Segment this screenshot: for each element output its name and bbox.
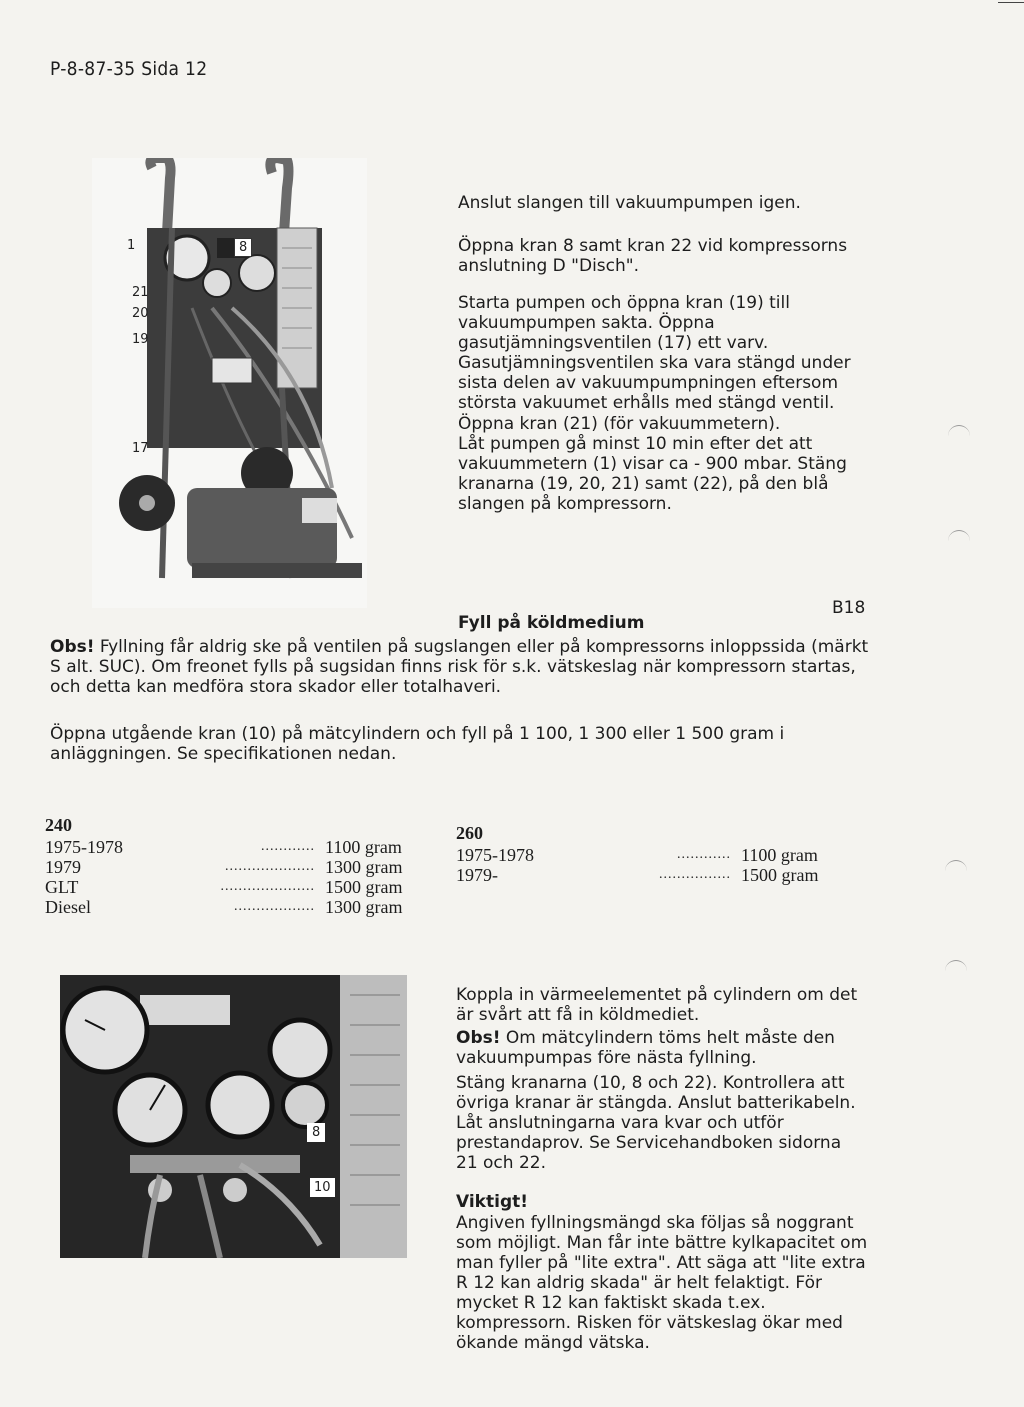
spec-240-row-label: 1975-1978 [45, 837, 123, 857]
close-valves-paragraph: Stäng kranarna (10, 8 och 22). Kontrollera att övriga kranar är stängda. Anslut batterikabeln. Låt anslutningarna vara kvar och utför prestandaprov. Se Servicehandboken sidorna 21 och 22. [456, 1073, 856, 1173]
page-id-header: P-8-87-35 Sida 12 [50, 58, 208, 80]
obs-cylinder-label: Obs! [456, 1028, 501, 1048]
spec-240-row-value: 1100 gram [325, 837, 402, 857]
top-edge-line [998, 2, 1024, 3]
obs-label: Obs! [50, 637, 95, 657]
edge-mark [948, 425, 970, 436]
obs-cylinder-text: Om mätcylindern töms helt måste den vakuumpumpas före nästa fyllning. [456, 1028, 835, 1068]
instruction-run-pump: Låt pumpen gå minst 10 min efter det att vakuummetern (1) visar ca - 900 mbar. Stäng kranarna (19, 20, 21) samt (22), på den blå slangen på kompressorn. [458, 434, 847, 514]
spec-240-row-value: 1300 gram [325, 897, 403, 917]
photo-charging-station-frame [92, 158, 367, 608]
callout-21: 21 [132, 285, 149, 300]
edge-mark [945, 960, 967, 971]
callout-20: 20 [132, 306, 149, 321]
edge-mark [948, 530, 970, 541]
spec-240-row-label: GLT [45, 877, 79, 897]
spec-260-row-label: 1979- [456, 865, 498, 885]
spec-240-table [45, 815, 425, 917]
instruction-open-valves: Öppna kran 8 samt kran 22 vid kompressorns anslutning D "Disch". [458, 236, 848, 276]
spec-240-row [45, 897, 425, 917]
spec-240-row-value: 1500 gram [325, 877, 403, 897]
spec-260-row-value: 1500 gram [741, 865, 819, 885]
open-valve-paragraph: Öppna utgående kran (10) på mätcylindern och fyll på 1 100, 1 300 eller 1 500 gram i anläggningen. Se specifikationen nedan. [50, 724, 785, 764]
callout-19: 19 [132, 332, 149, 347]
callout-10: 10 [310, 1178, 335, 1197]
callout-1: 1 [127, 238, 136, 253]
callout-8: 8 [307, 1123, 325, 1142]
spec-260-table [456, 823, 856, 885]
spec-240-model: 240 [45, 815, 72, 835]
spec-260-row-dots: ................ [659, 867, 731, 882]
spec-260-row-dots: ............ [677, 847, 731, 862]
spec-260-row [456, 865, 856, 885]
spec-240-row [45, 857, 425, 877]
spec-260-row-label: 1975-1978 [456, 845, 534, 865]
refrigerant-charging-station-photo [92, 158, 367, 608]
spec-240-row-dots: .................. [234, 899, 315, 914]
spec-240-row-dots: ..................... [220, 879, 315, 894]
instruction-start-pump: Starta pumpen och öppna kran (19) till vakuumpumpen sakta. Öppna gasutjämningsventilen (17) ett varv. Gasutjämningsventilen ska vara stängd under sista delen av vakuumpumpningen eftersom största vakuumet erhålls med stängd ventil. [458, 293, 851, 413]
spec-240-row-dots: ............ [261, 839, 315, 854]
instruction-connect-hose: Anslut slangen till vakuumpumpen igen. [458, 193, 801, 213]
spec-260-row-value: 1100 gram [741, 845, 818, 865]
obs-cylinder-paragraph [456, 1028, 868, 1068]
viktigt-paragraph: Angiven fyllningsmängd ska följas så noggrant som möjligt. Man får inte bättre kylkapacitet om man fyller på "lite extra". Att säga att "lite extra R 12 kan aldrig skada" är helt felaktigt. För mycket R 12 kan faktiskt skada t.ex. kompressorn. Risken för vätskeslag ökar med ökande mängd vätska. [456, 1213, 868, 1353]
obs-warning-paragraph [50, 637, 870, 697]
photo-gauge-manifold-frame [60, 975, 407, 1258]
spec-240-row [45, 837, 425, 857]
spec-260-row [456, 845, 856, 865]
gauge-manifold-photo [60, 975, 407, 1258]
spec-240-row-value: 1300 gram [325, 857, 403, 877]
heating-element-paragraph: Koppla in värmeelementet på cylindern om det är svårt att få in köldmediet. [456, 985, 858, 1025]
edge-mark [945, 860, 967, 871]
viktigt-label: Viktigt! [456, 1192, 528, 1212]
instruction-open-valve-21: Öppna kran (21) (för vakuummetern). [458, 414, 781, 434]
callout-8: 8 [234, 238, 252, 257]
spec-240-row-label: Diesel [45, 897, 91, 917]
spec-260-model: 260 [456, 823, 483, 843]
section-title: Fyll på köldmedium [458, 613, 645, 633]
spec-240-row-label: 1979 [45, 857, 81, 877]
section-code: B18 [832, 598, 866, 618]
obs-text: Fyllning får aldrig ske på ventilen på sugslangen eller på kompressorns inloppssida (märkt S alt. SUC). Om freonet fylls på sugsidan finns risk för s.k. vätskeslag när kompressorn startas, och detta kan medföra stora skador eller totalhaveri. [50, 637, 869, 697]
spec-240-row-dots: .................... [225, 859, 315, 874]
spec-240-row [45, 877, 425, 897]
callout-17: 17 [132, 441, 149, 456]
